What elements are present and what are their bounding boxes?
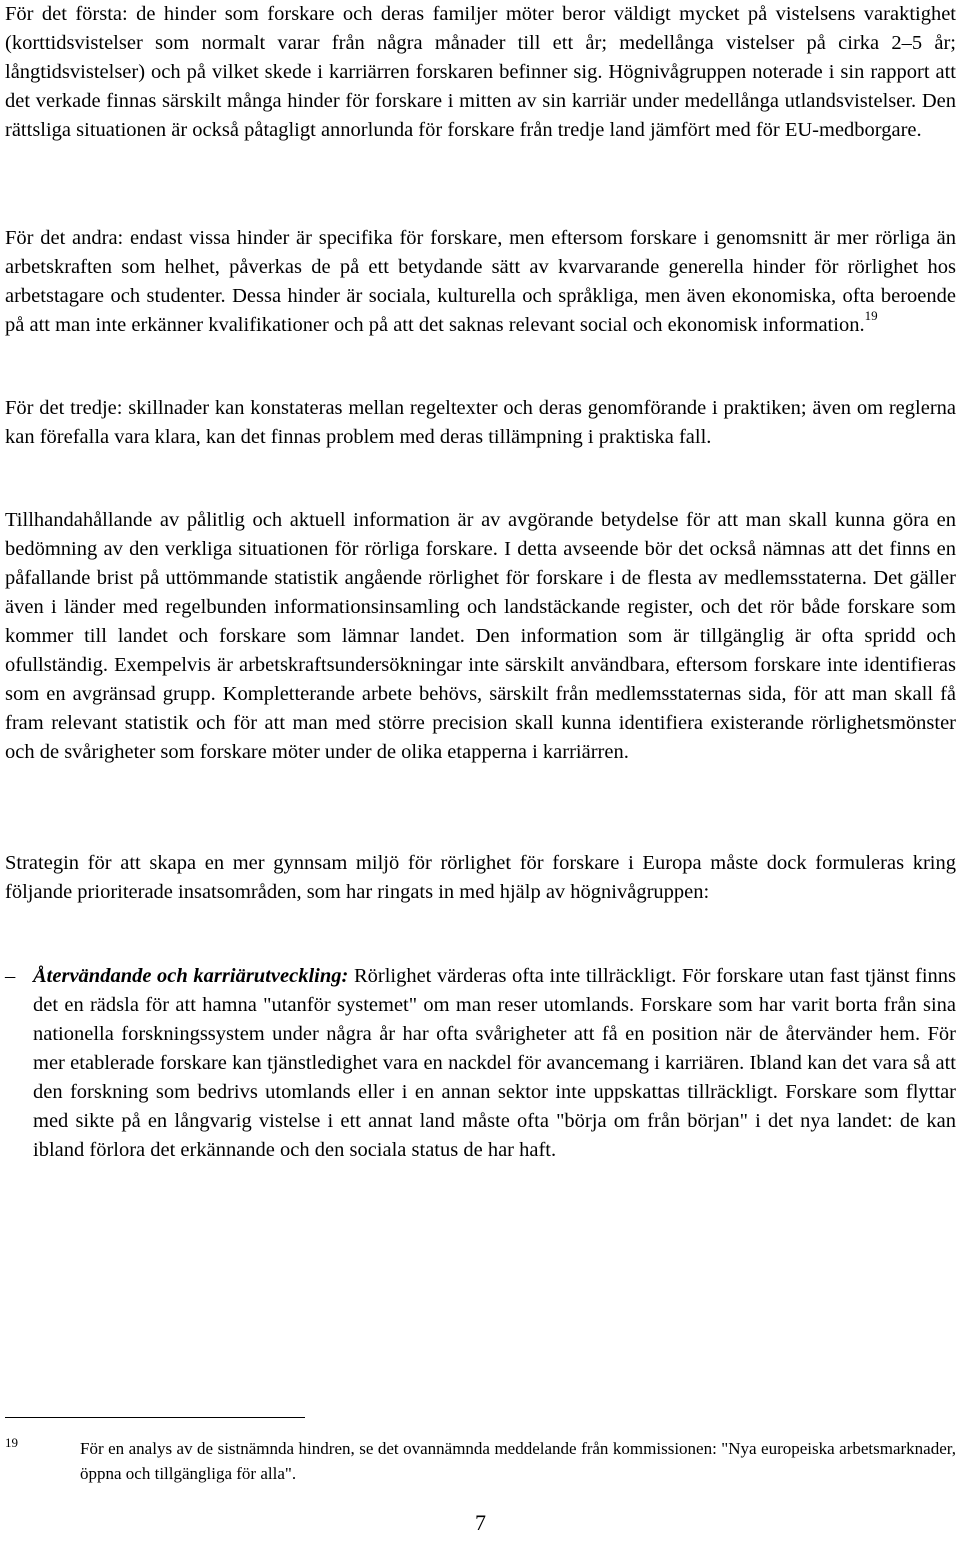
paragraph-text: För det första: de hinder som forskare och deras familjer möter beror väldigt mycket på vistelsens varaktighet (korttidsvistelser som normalt varar från några månader till ett år; medellånga vistelser på cirka 2–5 år; långtidsvistelser) och på vilket skede i karriärren forskaren befinner sig. Högnivågruppen noterade i sin rapport att det verkade finnas särskilt många hinder för forskare i mitten av sin karriär under medellånga utlandsvistelser. Den rättsliga situationen är också påtagligt annorlunda för forskare från tredje land jämfört med för EU-medborgare. <box>5 3 956 141</box>
bullet-item-return-career <box>5 962 956 1165</box>
paragraph-text: För det andra: endast vissa hinder är specifika för forskare, men eftersom forskare i genomsnitt är mer rörliga än arbetskraften som helhet, påverkas de på ett betydande sätt av kvarvarande generella hinder för rörlighet hos arbetstagare och studenter. Dessa hinder är sociala, kulturella och språkliga, men även ekonomiska, ofta beroende på att man inte erkänner kvalifikationer och på att det saknas relevant social och ekonomisk information. <box>5 227 956 336</box>
footnote-reference[interactable]: 19 <box>864 308 878 324</box>
paragraph-third-obstacles <box>5 394 956 452</box>
bullet-text: Rörlighet värderas ofta inte tillräckligt. För forskare utan fast tjänst finns det en rädsla för att hamna "utanför systemet" om man reser utomlands. Forskare som har varit borta från sina nationella forskningssystem under några år har ofta svårigheter att få en position när de återvänder hem. För mer etablerade forskare kan tjänstledighet vara en nackdel för avancemang i karriären. Ibland kan det vara så att den forskning som bedrivs utomlands eller i en annan sektor inte uppskattas tillräckligt. Forskare som flyttar med sikte på en långvarig vistelse i ett annat land måste ofta "börja om från början" i det nya landet: de kan ibland förlora det erkännande och den sociala status de har haft. <box>33 965 957 1161</box>
paragraph-information <box>5 506 956 767</box>
bullet-dash: – <box>5 965 16 987</box>
paragraph-strategy <box>5 849 956 907</box>
footnote-text: För en analys av de sistnämnda hindren, se det ovannämnda meddelande från kommissionen: "Nya europeiska arbetsmarknader, öppna och tillgängliga för alla". <box>80 1439 956 1483</box>
bullet-lead: Återvändande och karriärutveckling: <box>33 965 349 987</box>
paragraph-text: Tillhandahållande av pålitlig och aktuell information är av avgörande betydelse för att man skall kunna göra en bedömning av den verkliga situationen för rörliga forskare. I detta avseende bör det också nämnas att det finns en påfallande brist på uttömmande statistik angående rörlighet för forskare i de flesta av medlemsstaterna. Det gäller även i länder med regelbunden informationsinsamling och landstäckande register, och det rör både forskare som kommer till landet och forskare som lämnar landet. Den information som är tillgänglig är ofta spridd och ofullständig. Exempelvis är arbetskraftsundersökningar inte särskilt användbara, eftersom forskare inte identifieras som en avgränsad grupp. Kompletterande arbete behövs, särskilt från medlemsstaternas sida, för att man skall få fram relevant statistik och för att man med större precision skall kunna identifiera existerande rörlighetsmönster och de svårigheter som forskare möter under de olika etapperna i karriärren. <box>5 509 956 763</box>
paragraph-first-obstacles <box>5 0 956 145</box>
paragraph-text: För det tredje: skillnader kan konstateras mellan regeltexter och deras genomförande i praktiken; även om reglerna kan förefalla vara klara, kan det finnas problem med deras tillämpning i praktiska fall. <box>5 397 956 448</box>
footnote-separator <box>5 1417 305 1418</box>
paragraph-text: Strategin för att skapa en mer gynnsam miljö för rörlighet för forskare i Europa måste dock formuleras kring följande prioriterade insatsområden, som har ringats in med hjälp av högnivågruppen: <box>5 852 956 903</box>
footnote-number: 19 <box>5 1435 18 1450</box>
bullet-body <box>33 962 956 1165</box>
footnote <box>5 1436 956 1486</box>
paragraph-second-obstacles <box>5 224 956 340</box>
page-number: 7 <box>475 1510 486 1535</box>
